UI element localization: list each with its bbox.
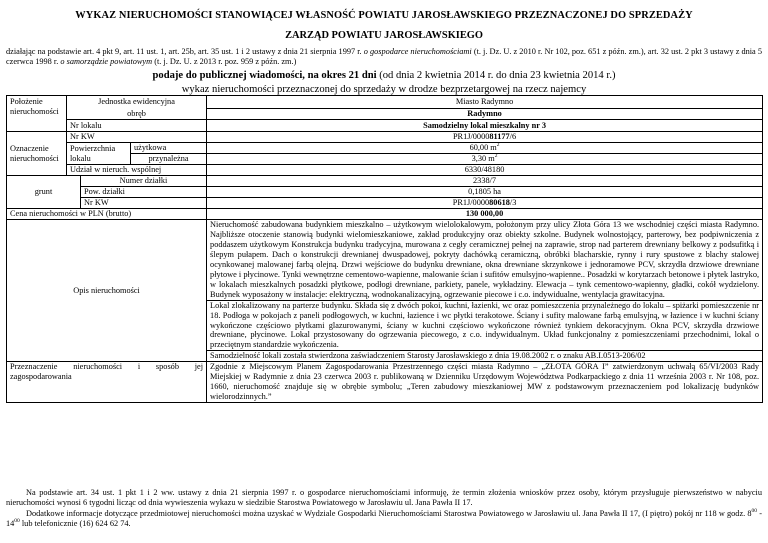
property-table — [6, 95, 763, 403]
usable-label: użytkowa — [131, 143, 207, 154]
usable-value: 60,00 $m^2$ — [207, 143, 763, 154]
footer-priority-notice: Na podstawie art. 34 ust. 1 pkt 1 i 2 ww. ustawy z dnia 21 sierpnia 1997 r. o gospodarce nieruchomościami informuję, że termin złożenia wniosków przez osoby, którym przysługuje pierwszeństwo w nabyciu nieruchomości wynosi 6 tygodni licząc od dnia wywieszenia wykazu w siedzibie Starostwa Powiatowego w Jarosławiu ul. Jana Pawła II 17. — [6, 488, 762, 508]
description-independence: Samodzielność lokali została stwierdzona zaświadczeniem Starosty Jarosławskiego z dnia 19.08.2002 r. o znaku AB.I.0513-206/02 — [207, 351, 763, 362]
location-label: Położenie nieruchomości — [7, 96, 67, 132]
plot-area-value: 0,1805 ha — [207, 187, 763, 198]
document-subtitle: wykaz nieruchomości przeznaczonej do sprzedaży w drodze bezprzetargowej na rzecz najemcy — [181, 84, 587, 95]
footer — [6, 488, 762, 529]
precinct-label: obręb — [67, 109, 207, 120]
board-name: ZARZĄD POWIATU JAROSŁAWSKIEGO — [285, 30, 483, 41]
land-kw-label: Nr KW — [81, 198, 207, 209]
description-building: Nieruchomość zabudowana budynkiem mieszkalno – użytkowym wielolokalowym, położonym przy ulicy Złota Góra 13 we wschodniej części miasta Radymno. Najbliższe otoczenie stanowią budynki wielomieszkaniowe, zakład produkcyjny oraz obiekty szkolne. Budynek wolnostojący, parterowy, bez podpiwniczenia z poddaszem użytkowym Konstrukcja budynku tradycyjna, murowana z cegły ceramicznej pełnej na zaprawie, strop nad parterem drewniany belkowy z podsufitką i ślepym pułapem. Dach o konstrukcji drewnianej dwuspadowej, pokryty dachówką ceramiczną, obróbki blacharskie, rynny i rury spustowe z blachy stalowej ocynkowanej malowanej farbą olejną. Drzwi wejściowe do budynku drewniane, okna drewniane skrzynkowe i jednoramowe PCV, skrzydła drzwiowe drewniane płytowe i płycinowe. Tynki wewnętrzne cementowo-wapienne, malowanie ścian i sufitów emulsyjno-wapienne.. Posadzki w korytarzach betonowe i płytek lastryko, w lokalach mieszkalnych posadzki płytkowe, podłogi drewniane, parkiety, panele, wykładziny. Elewacja – tynk cementowo-wapienny, gładki, cokół wydzielony. Budynek wyposażony w instalacje: elektryczną, wodnokanalizacyjną, ogrzewanie piecowe i c.o. indywidualne, wentylacja grawitacyjna. — [207, 220, 763, 301]
legal-basis-text-3: (t. j. Dz. U. z 2013 r. poz. 959 z późn. zm.) — [154, 57, 297, 67]
legal-basis-act-1: o gospodarce nieruchomościami — [363, 47, 472, 56]
plot-no-value: 2338/7 — [207, 176, 763, 187]
designation-label: Oznaczenie nieruchomości — [7, 132, 67, 176]
plot-no-label: Numer działki — [81, 176, 207, 187]
share-value: 6330/48180 — [207, 165, 763, 176]
legal-basis — [6, 47, 762, 68]
area-label: Powierzchnia lokalu — [67, 143, 131, 165]
purpose-value: Zgodnie z Miejscowym Planem Zagospodarowania Przestrzennego części miasta Radymno – „ZŁOTA GÓRA I” zatwierdzonym uchwałą 65/VI/2003 Rady Miejskiej w Radymnie z dnia 23 czerwca 2003 r. publikowaną w Dzienniku Urzędowym Województwa Podkarpackiego z dnia 11 września 2003 r. Nr 108, poz. 1660, nieruchomość znajduje się w obrębie symbolu; „Teren zabudowy mieszkaniowej MW z podstawowym przeznaczeniem pod lokalizację budynków wielorodzinnych.” — [207, 362, 763, 403]
price-value: 130 000,00 — [207, 209, 763, 220]
land-label: grunt — [7, 176, 81, 209]
publication-notice — [6, 70, 762, 83]
legal-basis-text-1: działając na podstawie art. 4 pkt 9, art. 11 ust. 1, art. 25b, art. 35 ust. 1 i 2 ustawy z dnia 21 sierpnia 1997 r. — [6, 47, 362, 56]
share-label: Udział w nieruch. wspólnej — [67, 165, 207, 176]
document-title: WYKAZ NIERUCHOMOŚCI STANOWIĄCEJ WŁASNOŚĆ POWIATU JAROSŁAWSKIEGO PRZEZNACZONEJ DO SPRZEDAŻY — [75, 10, 693, 21]
publication-dates: (od dnia 2 kwietnia 2014 r. do dnia 23 kwietnia 2014 r.) — [379, 70, 616, 81]
description-apartment: Lokal zlokalizowany na parterze budynku. Składa się z dwóch pokoi, kuchni, łazienki, wc oraz pomieszczenia przynależnego do lokalu – spiżarki pomieszczenie nr 18. Podłoga w pokojach z paneli podłogowych, w kuchni, łazience i wc płytki terakotowe. Ściany i sufity malowane farbą emulsyjną, w łazience i w kuchni ściany wykończone częściowo płytkami glazurowanymi, ściany w kuchni częściowo wykończone również tynkiem dekoracyjnym. Okna PCV, skrzydła drzwiowe drewniane, płycinowe. Lokal przystosowany do ogrzewania piecowego, z c.o. indywidualnym. Układ funkcjonalny z pomieszczeniami przechodnimi, lokal o przeciętnym standardzie wykończenia. — [207, 300, 763, 351]
land-kw-value: PR1J/000080618/3 — [207, 198, 763, 209]
apartment-value: Samodzielny lokal mieszkalny nr 3 — [207, 120, 763, 132]
description-label: Opis nieruchomości — [7, 220, 207, 362]
publication-notice-bold: podaje do publicznej wiadomości, na okres 21 dni — [152, 70, 377, 81]
ancillary-value: 3,30 $m^2$ — [207, 154, 763, 165]
legal-basis-text-2: (t. j. Dz. U. z 2010 r. Nr 102, poz. 651 z późn. zm.), art. 32 ust. 2 pkt 3 ustawy z dnia 5 czerwca 1998 r. — [6, 47, 762, 67]
price-label: Cena nieruchomości w PLN (brutto) — [7, 209, 207, 220]
footer-contact-info: Dodatkowe informacje dotyczące przedmiotowej nieruchomości można uzyskać w Wydziale Gospodarki Nieruchomościami Starostwa Powiatowego w Jarosławiu ul. Jana Pawła II 17, (I piętro) pokój nr 118 w godz. $8^{00} - 14^{00}$ lub telefonicznie (16) 624 62 74. — [6, 507, 762, 528]
kw-label: Nr KW — [67, 132, 207, 143]
legal-basis-act-2: o samorządzie powiatowym — [60, 57, 153, 67]
precinct-value: Radymno — [207, 109, 763, 120]
apartment-no-label: Nr lokalu — [67, 120, 207, 132]
ancillary-label: przynależna — [131, 154, 207, 165]
unit-label: Jednostka ewidencyjna — [67, 96, 207, 109]
plot-area-label: Pow. działki — [81, 187, 207, 198]
purpose-label: Przeznaczenie nieruchomości i sposób jej zagospodarowania — [7, 362, 207, 403]
kw-value: PR1J/000081177/6 — [207, 132, 763, 143]
unit-value: Miasto Radymno — [207, 96, 763, 109]
